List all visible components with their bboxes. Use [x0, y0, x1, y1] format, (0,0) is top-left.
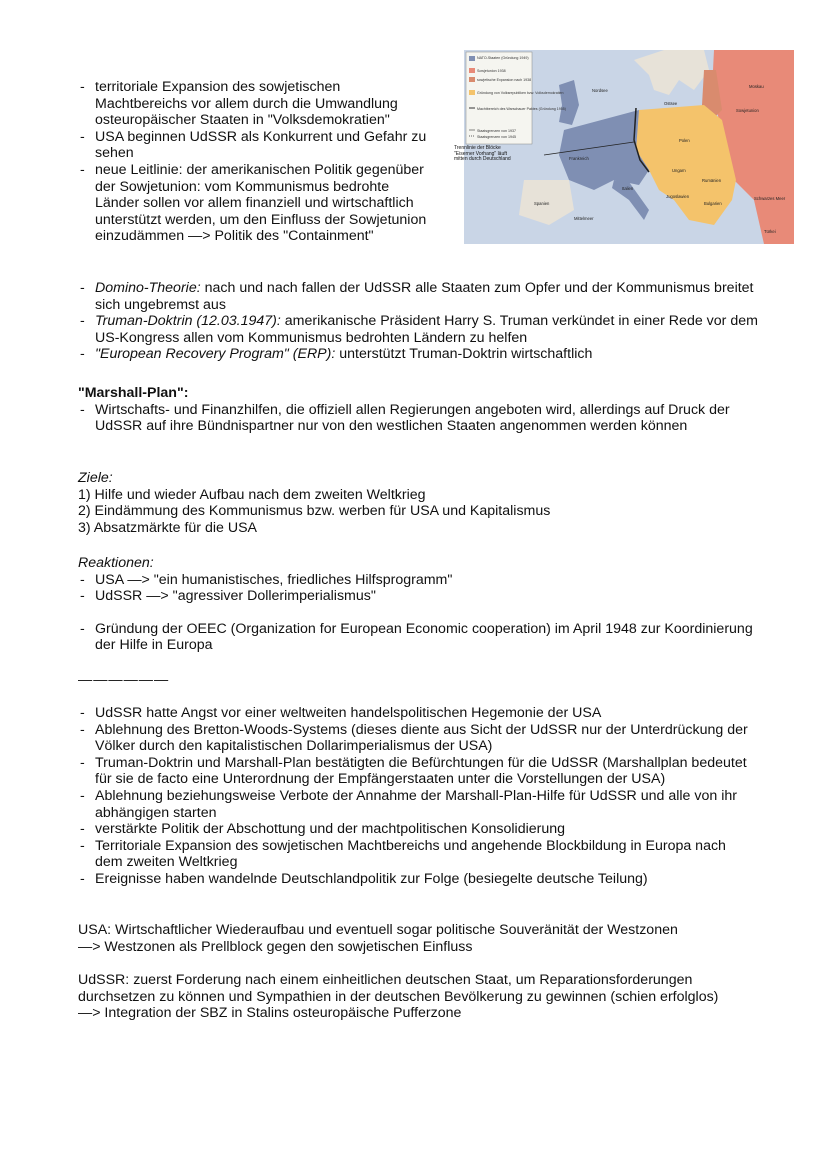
map-legend-expansion: sowjetische Expansion nach 1938 [477, 78, 532, 82]
list-item: - neue Leitlinie: der amerikanischen Politik gegenüber der Sowjetunion: vom Kommunismus bedrohte Länder sollen vor allem finanziell und wirtschaftlich unterstützt werden, um den Einfluss der Sowjetunion einzudämmen —> Politik des "Containment" [78, 162, 436, 245]
list-item [78, 313, 758, 346]
list-item: 2) Eindämmung des Kommunismus bzw. werben für USA und Kapitalismus [78, 503, 551, 520]
map-legend-warschauer-pakt: Machtbereich des Warschauer Paktes (Gründung 1955) [477, 107, 566, 111]
map-label: Nordsee [592, 88, 608, 93]
map-legend-soviet: Sowjetunion 1938 [477, 69, 506, 73]
section-heading: "Marshall-Plan": [78, 385, 189, 401]
map-label: Mittelmeer [574, 216, 594, 221]
map-legend-volksrepubliken: Gründung von Volksrepubliken bzw. Volksdemokratien [477, 91, 564, 95]
term-text: amerikanische Präsident Harry S. Truman verkündet in einer Rede vor dem US-Kongress allen vom Kommunismus bedrohten Ländern zu helfen [95, 313, 758, 346]
europe-cold-war-map [454, 50, 794, 244]
list-item [78, 280, 758, 313]
paragraph-line: UdSSR: zuerst Forderung nach einem einheitlichen deutschen Staat, um Reparationsforderungen durchsetzen zu können und Sympathien in der deutschen Bevölkerung zu gewinnen (schien erfolglos) [78, 972, 719, 1005]
list-item: - Ereignisse haben wandelnde Deutschlandpolitik zur Folge (besiegelte deutsche Teilung) [78, 871, 748, 888]
goals-section [78, 470, 758, 536]
term: Domino-Theorie: [95, 280, 201, 296]
map-legend-nato: NATO-Staaten (Gründung 1949) [477, 56, 529, 60]
udssr-paragraph [78, 972, 758, 1022]
term: "European Recovery Program" (ERP): [95, 346, 336, 363]
map-label: Bulgarien [704, 201, 722, 206]
theory-section [78, 280, 758, 363]
list-item: - Ablehnung des Bretton-Woods-Systems (dieses diente aus Sicht der UdSSR nur der Unterdrückung der Völker durch den kapitalistischen Dollarimperialismus der USA) [78, 722, 748, 755]
map-label: Moskau [749, 84, 764, 89]
map-label: Italien [622, 186, 634, 191]
term-text: nach und nach fallen der UdSSR alle Staaten zum Opfer und der Kommunismus breitet sich ungebremst aus [95, 280, 754, 313]
map-label: Rumänien [702, 178, 722, 183]
udssr-section [78, 705, 748, 888]
list-item: - Truman-Doktrin und Marshall-Plan bestätigten die Befürchtungen für die UdSSR (Marshallplan bedeutet für sie de facto eine Unterordnung der Empfängerstaaten unter die Vorstellungen der USA) [78, 755, 748, 788]
list-item: - territoriale Expansion des sowjetischen Machtbereichs vor allem durch die Umwandlung osteuropäischer Staaten in "Volksdemokratien" [78, 79, 436, 129]
list-item: - UdSSR —> "agressiver Dollerimperialismus" [78, 588, 758, 605]
list-item: - Gründung der OEEC (Organization for European Economic cooperation) im April 1948 zur Koordinierung der Hilfe in Europa [78, 621, 758, 654]
term-text: unterstützt Truman-Doktrin wirtschaftlich [335, 346, 593, 363]
list-item: - USA beginnen UdSSR als Konkurrent und Gefahr zu sehen [78, 129, 436, 162]
list-item [78, 346, 758, 363]
divider: —————— [78, 672, 170, 688]
map-legend-border-1945: Staatsgrenzen von 1945 [477, 135, 516, 139]
list-item: 3) Absatzmärkte für die USA [78, 519, 257, 536]
paragraph-line: USA: Wirtschaftlicher Wiederaufbau und eventuell sogar politische Souveränität der Westzonen [78, 922, 678, 938]
marshall-section [78, 385, 758, 435]
reactions-section [78, 555, 758, 654]
map-label: Spanien [534, 201, 550, 206]
usa-paragraph [78, 922, 758, 955]
map-label: Polen [679, 138, 690, 143]
list-item: - USA —> "ein humanistisches, friedliches Hilfsprogramm" [78, 572, 758, 589]
list-item: - Ablehnung beziehungsweise Verbote der Annahme der Marshall-Plan-Hilfe für UdSSR und alle von ihr abhängigen starten [78, 788, 748, 821]
map-legend-border-1937: Staatsgrenzen von 1937 [477, 129, 516, 133]
map-label: Ungarn [672, 168, 686, 173]
section-heading: Ziele: [78, 470, 113, 486]
map-label: Ostsee [664, 101, 678, 106]
paragraph-line: —> Westzonen als Prellblock gegen den sowjetischen Einfluss [78, 938, 473, 955]
list-item: - Wirtschafts- und Finanzhilfen, die offiziell allen Regierungen angeboten wird, allerdings auf Druck der UdSSR auf ihre Bündnispartner nur von den westlichen Staaten angenommen werden können [78, 402, 758, 435]
list-item: - Territoriale Expansion des sowjetischen Machtbereichs und angehende Blockbildung in Europa nach dem zweiten Weltkrieg [78, 838, 748, 871]
section-heading: Reaktionen: [78, 555, 154, 571]
map-label: Schwarzes Meer [754, 196, 786, 201]
list-item: 1) Hilfe und wieder Aufbau nach dem zweiten Weltkrieg [78, 486, 426, 503]
map-label: Sowjetunion [736, 108, 759, 113]
term: Truman-Doktrin (12.03.1947): [95, 313, 281, 330]
list-item: - verstärkte Politik der Abschottung und der machtpolitischen Konsolidierung [78, 821, 748, 838]
map-label: Frankreich [569, 156, 589, 161]
list-item: - UdSSR hatte Angst vor einer weltweiten handelspolitischen Hegemonie der USA [78, 705, 748, 722]
map-label: Jugoslawien [666, 194, 690, 199]
map-label: Türkei [764, 229, 776, 234]
paragraph-line: —> Integration der SBZ in Stalins osteuropäische Pufferzone [78, 1005, 462, 1022]
intro-section [78, 79, 436, 245]
map-annotation: Trennlinie der Blöcke "Eiserner Vorhang" läuft mitten durch Deutschland [454, 145, 511, 163]
